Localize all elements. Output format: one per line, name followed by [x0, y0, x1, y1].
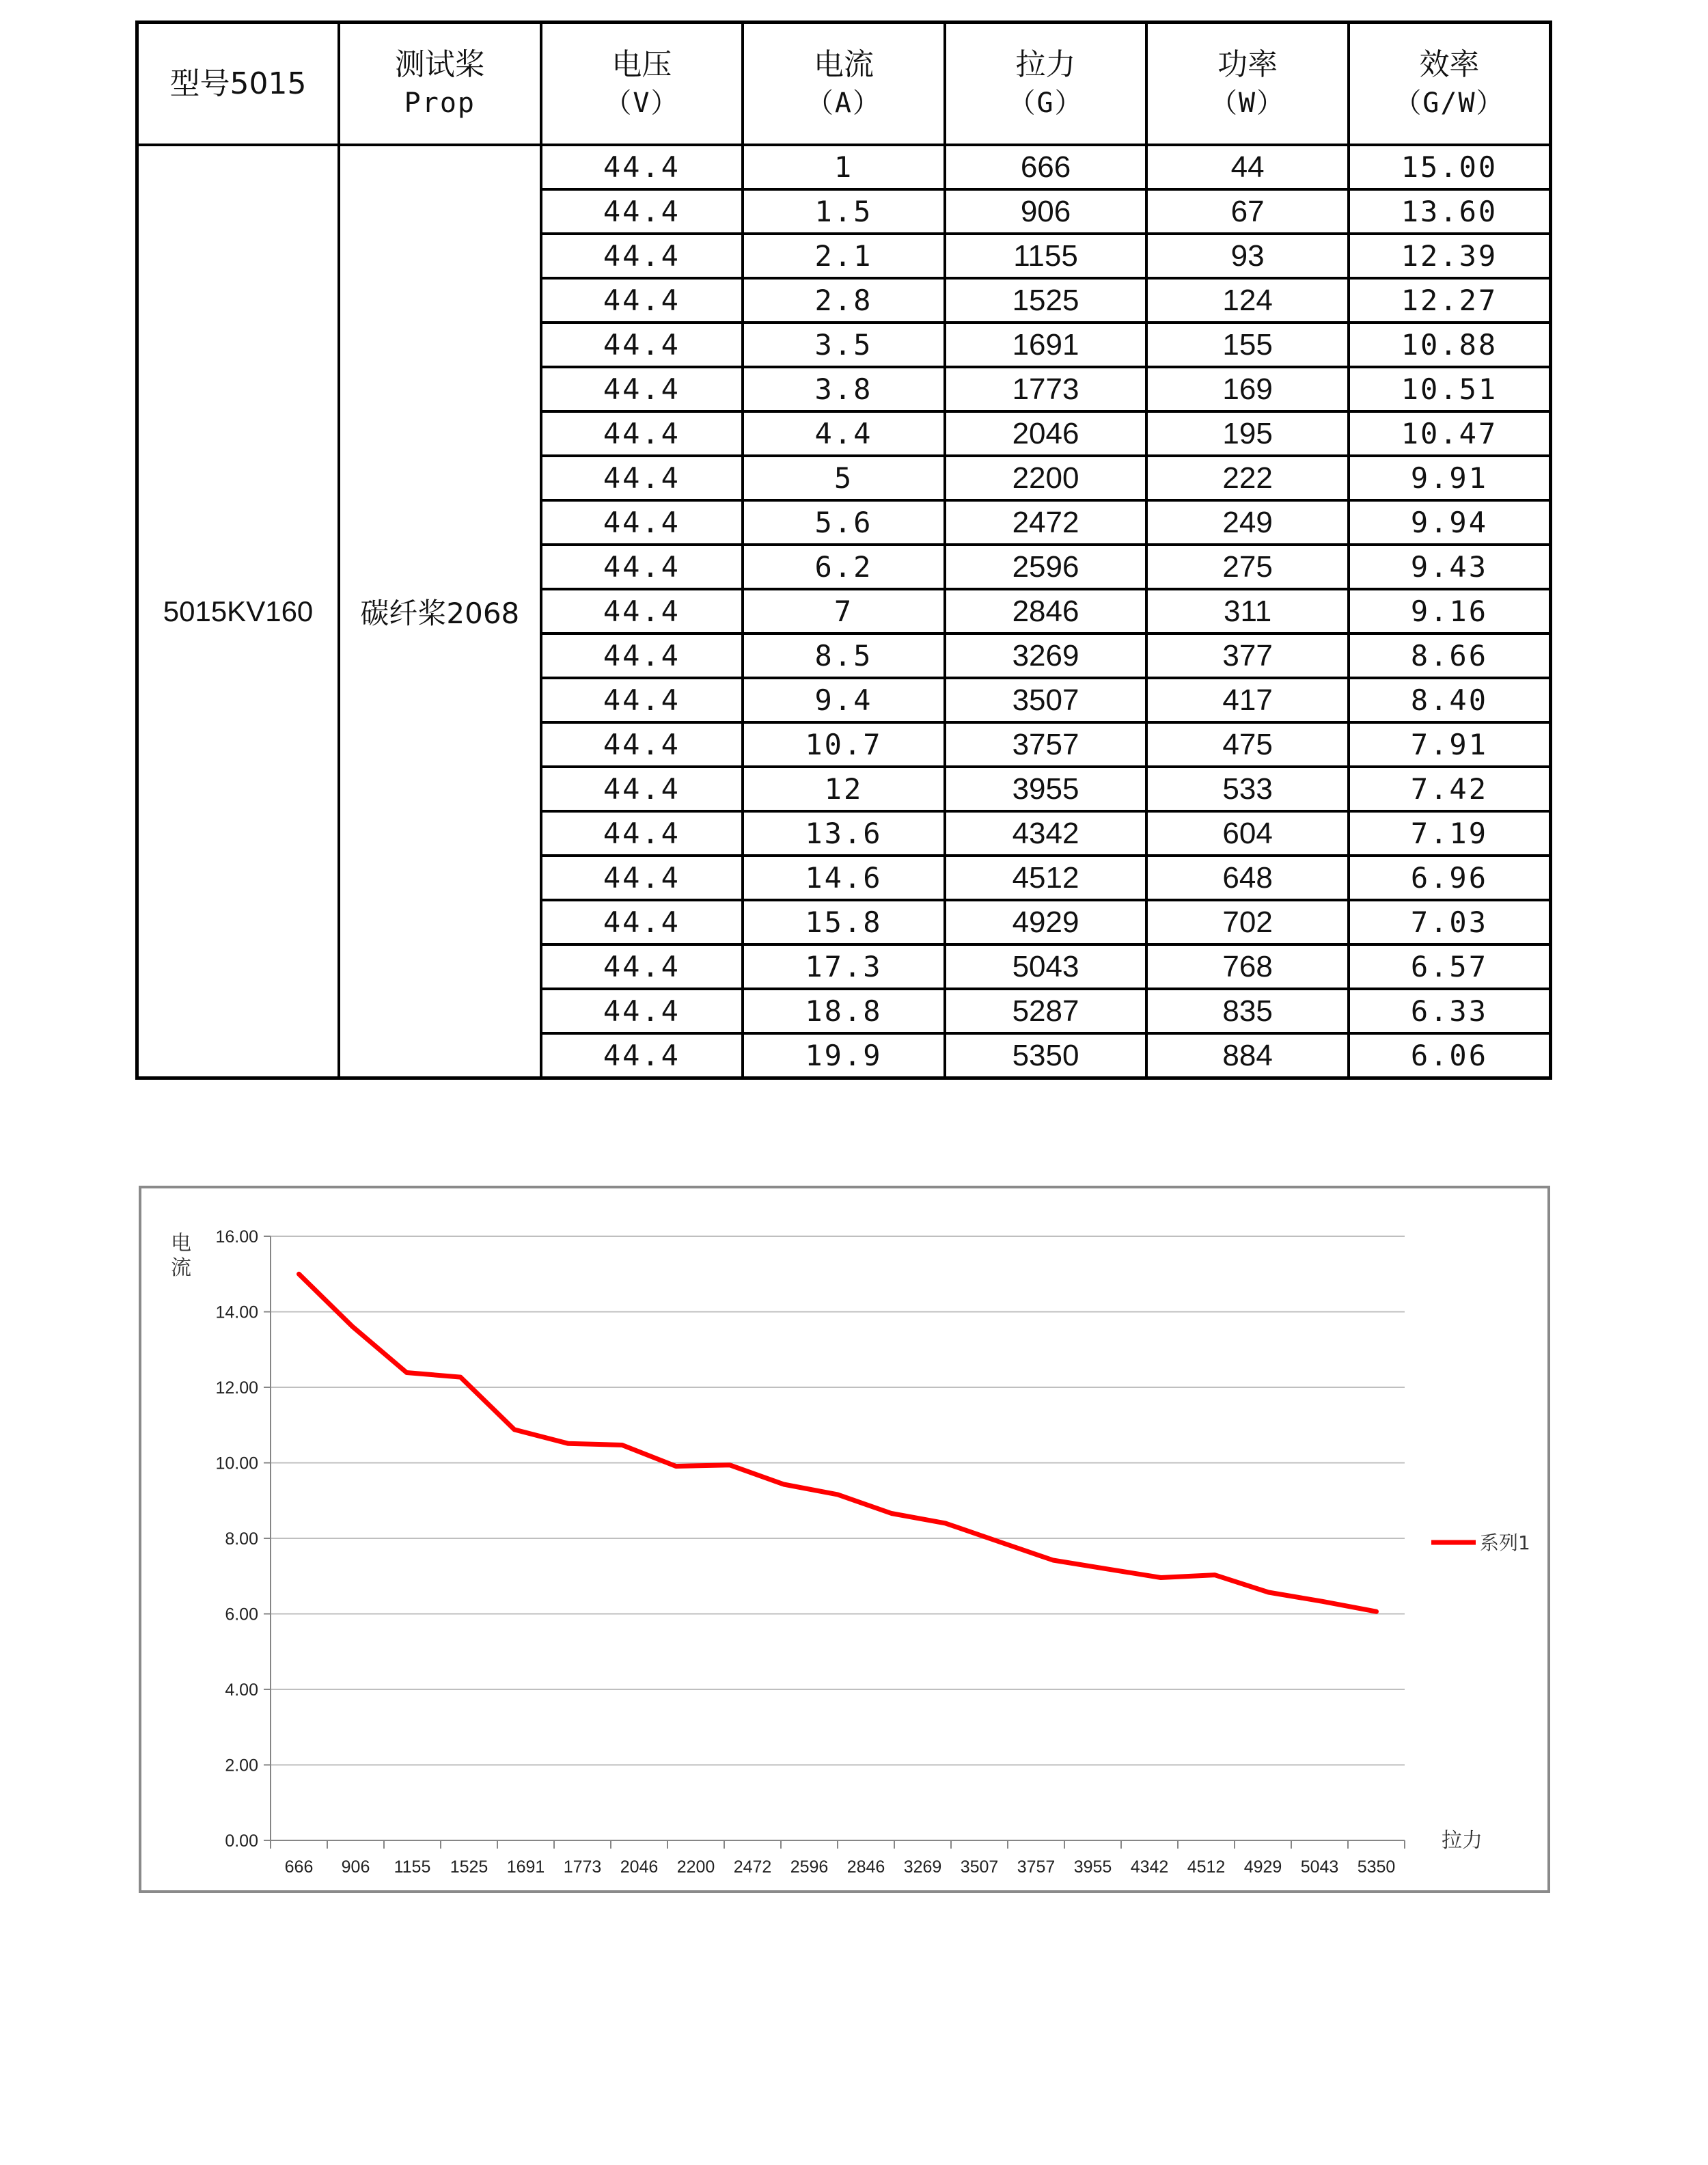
- y-tick-label: 14.00: [215, 1303, 258, 1322]
- cell-efficiency: 10.47: [1349, 411, 1551, 456]
- cell-current: 2.8: [743, 278, 945, 323]
- x-tick-label: 2200: [676, 1857, 715, 1877]
- cell-efficiency: 8.66: [1349, 634, 1551, 678]
- cell-current: 10.7: [743, 722, 945, 767]
- cell-power: 533: [1146, 767, 1349, 811]
- cell-model: 5015KV160: [137, 145, 340, 1078]
- cell-current: 1.5: [743, 189, 945, 234]
- header-unit: （V）: [604, 87, 680, 119]
- x-tick-label: 3955: [1073, 1857, 1112, 1877]
- x-tick-label: 2596: [790, 1857, 829, 1877]
- cell-power: 884: [1146, 1033, 1349, 1078]
- cell-thrust: 5350: [945, 1033, 1147, 1078]
- cell-voltage: 44.4: [541, 500, 743, 545]
- cell-thrust: 2846: [945, 589, 1147, 634]
- cell-thrust: 1773: [945, 367, 1147, 411]
- cell-power: 195: [1146, 411, 1349, 456]
- cell-efficiency: 9.16: [1349, 589, 1551, 634]
- cell-efficiency: 15.00: [1349, 145, 1551, 189]
- cell-thrust: 1691: [945, 323, 1147, 367]
- cell-current: 5.6: [743, 500, 945, 545]
- cell-voltage: 44.4: [541, 323, 743, 367]
- header-current: [743, 23, 945, 146]
- x-tick-label: 1525: [450, 1857, 488, 1877]
- y-tick-label: 12.00: [215, 1378, 258, 1398]
- cell-efficiency: 13.60: [1349, 189, 1551, 234]
- header-unit: （G/W）: [1394, 87, 1505, 119]
- cell-power: 768: [1146, 944, 1349, 989]
- cell-efficiency: 8.40: [1349, 678, 1551, 722]
- cell-power: 417: [1146, 678, 1349, 722]
- x-tick-label: 3757: [1017, 1857, 1056, 1877]
- cell-voltage: 44.4: [541, 678, 743, 722]
- cell-voltage: 44.4: [541, 145, 743, 189]
- x-tick-label: 1155: [394, 1857, 431, 1877]
- cell-thrust: 3955: [945, 767, 1147, 811]
- x-tick-label: 1691: [506, 1857, 545, 1877]
- cell-thrust: 2472: [945, 500, 1147, 545]
- table-row: [137, 145, 1551, 189]
- y-tick-label: 10.00: [215, 1454, 258, 1473]
- cell-efficiency: 9.43: [1349, 545, 1551, 589]
- cell-efficiency: 7.19: [1349, 811, 1551, 856]
- x-tick-label: 4929: [1243, 1857, 1282, 1877]
- cell-voltage: 44.4: [541, 634, 743, 678]
- cell-prop: 碳纤桨2068: [339, 145, 541, 1078]
- cell-current: 6.2: [743, 545, 945, 589]
- cell-current: 18.8: [743, 989, 945, 1033]
- header-label: 效率: [1419, 46, 1480, 82]
- header-power: [1146, 23, 1349, 146]
- cell-voltage: 44.4: [541, 456, 743, 500]
- y-axis-title-char: 电: [171, 1231, 191, 1255]
- cell-voltage: 44.4: [541, 856, 743, 900]
- header-unit: （A）: [805, 87, 882, 119]
- cell-current: 17.3: [743, 944, 945, 989]
- cell-efficiency: 7.91: [1349, 722, 1551, 767]
- header-unit: Prop: [404, 87, 476, 119]
- cell-thrust: 906: [945, 189, 1147, 234]
- cell-efficiency: 6.57: [1349, 944, 1551, 989]
- cell-current: 5: [743, 456, 945, 500]
- y-tick-label: 4.00: [225, 1680, 258, 1700]
- table-header-row: [137, 23, 1551, 146]
- cell-efficiency: 7.42: [1349, 767, 1551, 811]
- cell-thrust: 4512: [945, 856, 1147, 900]
- x-tick-label: 3269: [903, 1857, 942, 1877]
- cell-thrust: 5043: [945, 944, 1147, 989]
- x-axis-title: 拉力: [1442, 1829, 1483, 1853]
- x-tick-label: 2846: [846, 1857, 885, 1877]
- cell-efficiency: 6.06: [1349, 1033, 1551, 1078]
- header-label: 电流: [813, 46, 874, 82]
- cell-efficiency: 12.27: [1349, 278, 1551, 323]
- cell-voltage: 44.4: [541, 234, 743, 278]
- cell-thrust: 2200: [945, 456, 1147, 500]
- cell-thrust: 1155: [945, 234, 1147, 278]
- cell-thrust: 4929: [945, 900, 1147, 944]
- header-prop: [339, 23, 541, 146]
- cell-power: 377: [1146, 634, 1349, 678]
- cell-thrust: 3507: [945, 678, 1147, 722]
- cell-power: 44: [1146, 145, 1349, 189]
- header-label: 测试桨: [394, 46, 485, 82]
- cell-current: 3.5: [743, 323, 945, 367]
- cell-power: 702: [1146, 900, 1349, 944]
- cell-thrust: 3269: [945, 634, 1147, 678]
- cell-power: 222: [1146, 456, 1349, 500]
- header-efficiency: [1349, 23, 1551, 146]
- y-tick-label: 16.00: [215, 1227, 258, 1247]
- cell-thrust: 4342: [945, 811, 1147, 856]
- y-tick-label: 6.00: [225, 1605, 258, 1624]
- x-tick-label: 2046: [620, 1857, 659, 1877]
- cell-voltage: 44.4: [541, 767, 743, 811]
- cell-current: 9.4: [743, 678, 945, 722]
- y-axis-title-char: 流: [171, 1256, 191, 1280]
- cell-power: 275: [1146, 545, 1349, 589]
- cell-current: 12: [743, 767, 945, 811]
- x-tick-label: 4342: [1130, 1857, 1169, 1877]
- x-tick-label: 1773: [563, 1857, 602, 1877]
- cell-voltage: 44.4: [541, 722, 743, 767]
- cell-efficiency: 10.88: [1349, 323, 1551, 367]
- cell-current: 19.9: [743, 1033, 945, 1078]
- cell-voltage: 44.4: [541, 411, 743, 456]
- cell-efficiency: 10.51: [1349, 367, 1551, 411]
- x-tick-label: 5043: [1300, 1857, 1339, 1877]
- cell-power: 124: [1146, 278, 1349, 323]
- cell-voltage: 44.4: [541, 811, 743, 856]
- y-tick-label: 2.00: [225, 1756, 258, 1775]
- header-unit: （W）: [1210, 87, 1286, 119]
- header-model: [137, 23, 340, 146]
- y-tick-label: 0.00: [225, 1832, 258, 1851]
- cell-voltage: 44.4: [541, 189, 743, 234]
- header-voltage: [541, 23, 743, 146]
- cell-current: 14.6: [743, 856, 945, 900]
- table-body: [137, 145, 1551, 1078]
- cell-power: 155: [1146, 323, 1349, 367]
- cell-voltage: 44.4: [541, 367, 743, 411]
- cell-power: 311: [1146, 589, 1349, 634]
- cell-efficiency: 6.33: [1349, 989, 1551, 1033]
- x-tick-label: 4512: [1187, 1857, 1226, 1877]
- legend-label: 系列1: [1480, 1531, 1530, 1554]
- cell-current: 4.4: [743, 411, 945, 456]
- cell-current: 2.1: [743, 234, 945, 278]
- header-label: 功率: [1217, 46, 1278, 82]
- cell-efficiency: 9.94: [1349, 500, 1551, 545]
- x-tick-label: 2472: [733, 1857, 772, 1877]
- cell-voltage: 44.4: [541, 589, 743, 634]
- header-label: 拉力: [1015, 46, 1076, 82]
- header-label: 型号5015: [169, 66, 307, 101]
- chart-frame: [139, 1186, 1550, 1893]
- header-label: 电压: [611, 46, 672, 82]
- cell-efficiency: 9.91: [1349, 456, 1551, 500]
- cell-efficiency: 6.96: [1349, 856, 1551, 900]
- cell-current: 7: [743, 589, 945, 634]
- cell-thrust: 5287: [945, 989, 1147, 1033]
- x-tick-label: 3507: [960, 1857, 999, 1877]
- cell-power: 93: [1146, 234, 1349, 278]
- x-tick-label: 666: [284, 1857, 314, 1877]
- cell-power: 604: [1146, 811, 1349, 856]
- cell-thrust: 1525: [945, 278, 1147, 323]
- cell-current: 15.8: [743, 900, 945, 944]
- spec-table: [135, 21, 1552, 1080]
- x-tick-label: 5350: [1357, 1857, 1396, 1877]
- y-tick-label: 8.00: [225, 1529, 258, 1549]
- cell-current: 3.8: [743, 367, 945, 411]
- cell-power: 835: [1146, 989, 1349, 1033]
- cell-thrust: 2596: [945, 545, 1147, 589]
- cell-thrust: 2046: [945, 411, 1147, 456]
- cell-efficiency: 7.03: [1349, 900, 1551, 944]
- header-thrust: [945, 23, 1147, 146]
- cell-voltage: 44.4: [541, 900, 743, 944]
- cell-thrust: 3757: [945, 722, 1147, 767]
- cell-power: 475: [1146, 722, 1349, 767]
- cell-power: 249: [1146, 500, 1349, 545]
- cell-voltage: 44.4: [541, 545, 743, 589]
- cell-voltage: 44.4: [541, 989, 743, 1033]
- cell-voltage: 44.4: [541, 944, 743, 989]
- cell-current: 8.5: [743, 634, 945, 678]
- cell-power: 67: [1146, 189, 1349, 234]
- cell-efficiency: 12.39: [1349, 234, 1551, 278]
- cell-voltage: 44.4: [541, 278, 743, 323]
- header-unit: （G）: [1008, 87, 1084, 119]
- cell-current: 1: [743, 145, 945, 189]
- cell-power: 648: [1146, 856, 1349, 900]
- cell-voltage: 44.4: [541, 1033, 743, 1078]
- cell-power: 169: [1146, 367, 1349, 411]
- cell-thrust: 666: [945, 145, 1147, 189]
- cell-current: 13.6: [743, 811, 945, 856]
- x-tick-label: 906: [341, 1857, 370, 1877]
